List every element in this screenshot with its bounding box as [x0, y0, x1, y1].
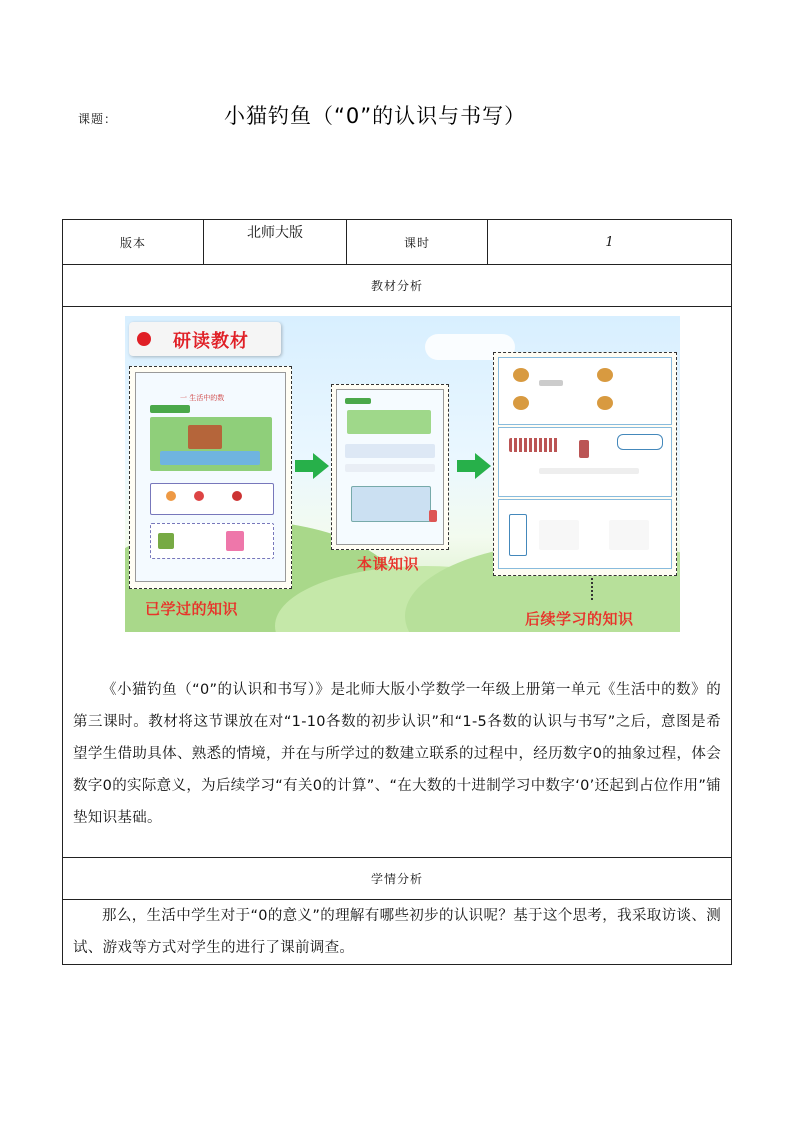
edition-label: 版本 — [63, 220, 204, 265]
current-lesson-page — [331, 384, 449, 550]
period-value: 1 — [488, 220, 732, 265]
textbook-analysis-cell — [63, 307, 732, 858]
caption-prior-knowledge: 已学过的知识 — [145, 600, 239, 618]
period-label: 课时 — [347, 220, 488, 265]
prior-page-title: 一 生活中的数 — [180, 394, 225, 402]
learner-analysis-cell — [63, 900, 732, 965]
prior-knowledge-pages — [129, 366, 292, 589]
arrow-right-icon — [457, 453, 491, 479]
textbook-figure — [125, 316, 680, 632]
meta-row — [63, 220, 732, 265]
edition-value: 北师大版 — [204, 220, 347, 265]
caption-current-lesson: 本课知识 — [357, 555, 420, 573]
document-title: 小猫钓鱼（“0”的认识与书写） — [224, 104, 527, 128]
figure-banner: 研读教材 — [129, 322, 281, 356]
red-dot-icon — [137, 332, 151, 346]
future-knowledge-pages — [493, 352, 677, 576]
course-label: 课题： — [78, 112, 118, 126]
textbook-analysis-heading: 教材分析 — [63, 265, 732, 307]
learner-analysis-heading: 学情分析 — [63, 858, 732, 900]
arrow-right-icon — [295, 453, 329, 479]
textbook-analysis-paragraph: 《小猫钓鱼（“0”的认识和书写）》是北师大版小学数学一年级上册第一单元《生活中的数》的第三课时。教材将这节课放在对“1-10各数的初步认识”和“1-5各数的认识与书写”之后，意图是希望学生借助具体、熟悉的情境，并在与所学过的数建立联系的过程中，经历数字0的抽象过程，体会数字0的实际意义，为后续学习“有关0的计算”、“在大数的十进制学习中数字‘0’还起到占位作用”铺垫知识基础。 — [73, 682, 721, 826]
lesson-table — [62, 219, 732, 965]
caption-future-knowledge: 后续学习的知识 — [525, 610, 634, 628]
learner-analysis-paragraph: 那么，生活中学生对于“0的意义”的理解有哪些初步的认识呢？基于这个思考，我采取访谈、测试、游戏等方式对学生的进行了课前调查。 — [73, 908, 721, 956]
